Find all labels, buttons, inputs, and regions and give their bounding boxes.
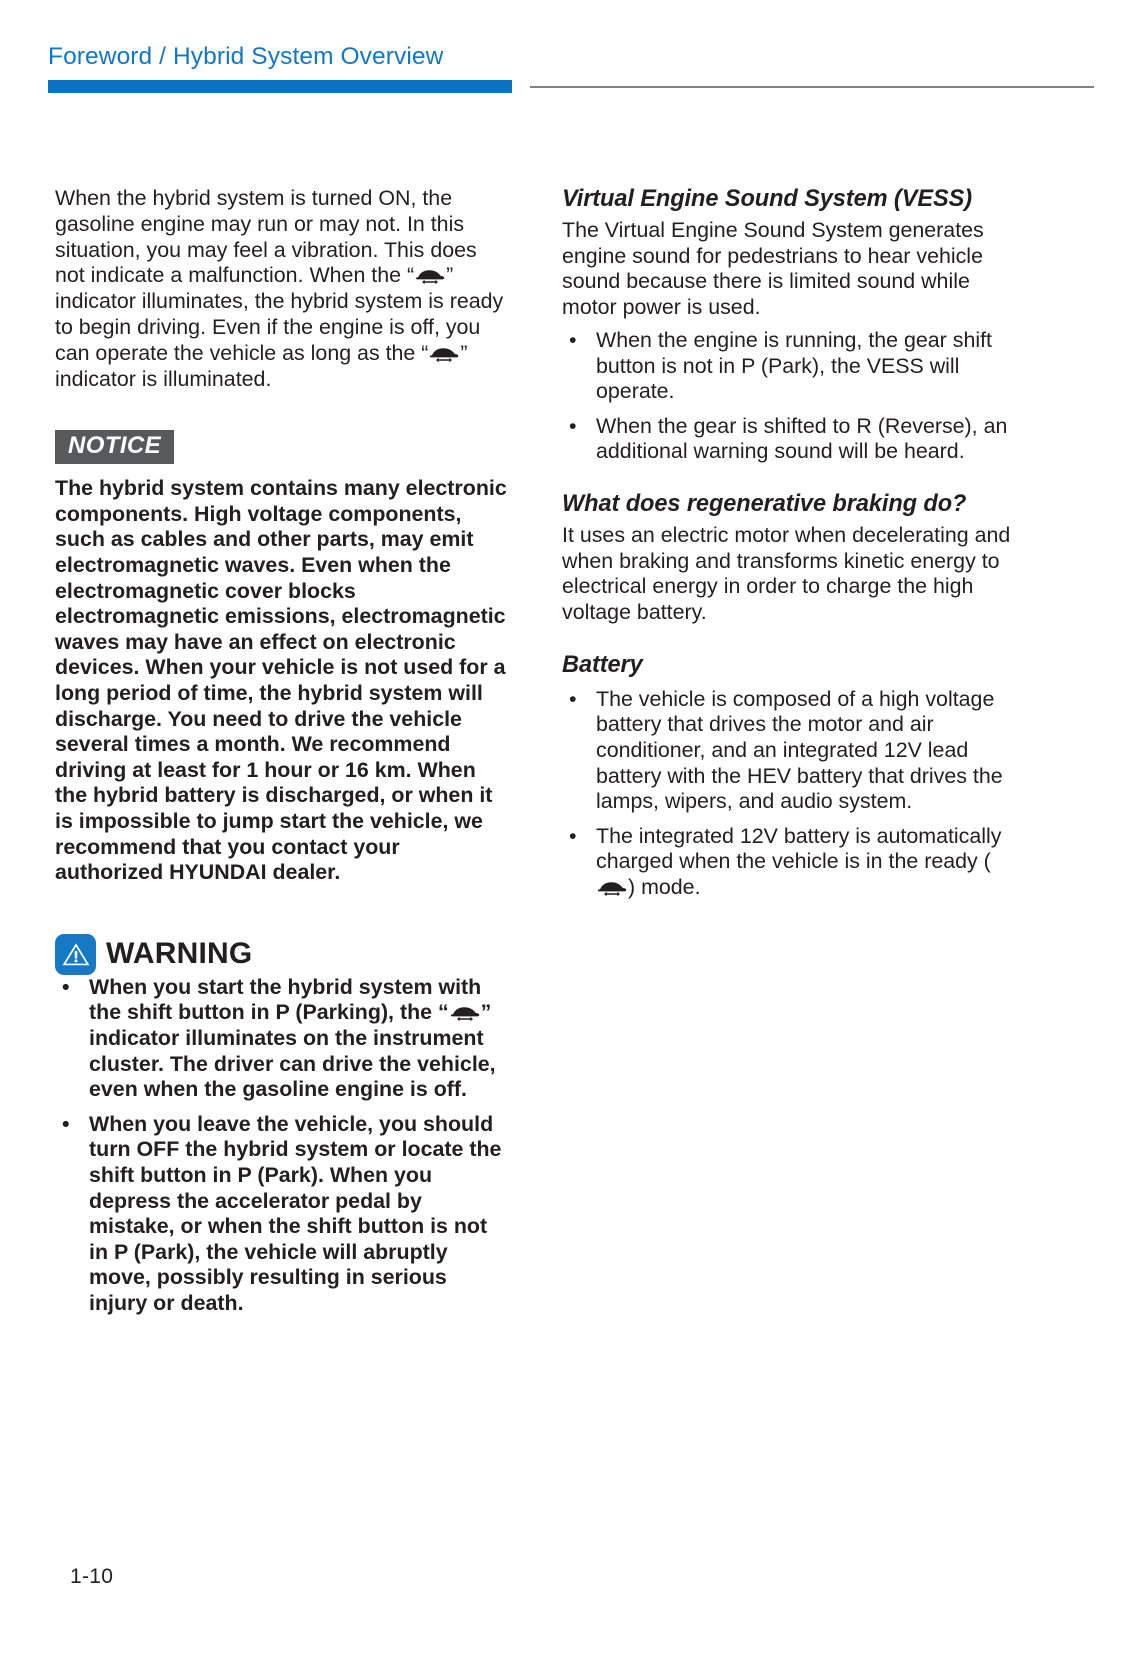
vess-bullet-1: When the engine is running, the gear shift button is not in P (Park), the VESS will operate.: [596, 328, 992, 404]
vess-bullet-list: [562, 328, 1017, 465]
warning-triangle-icon: [55, 934, 96, 975]
section-battery: [562, 652, 1017, 901]
notice-label: NOTICE: [55, 430, 174, 464]
warning-bullet-1-part2: ” indicator illuminates on the instrument cluster. The driver can drive the vehicle, even when the gasoline engine is off.: [89, 1000, 496, 1102]
list-item: [55, 1112, 510, 1317]
bullet-marker: •: [569, 328, 577, 353]
car-ready-icon: [415, 267, 445, 286]
warning-bullet-list: [55, 975, 510, 1317]
section-vess: [562, 186, 1017, 465]
battery-bullet-1: The vehicle is composed of a high voltage battery that drives the motor and air conditioner, and an integrated 12V lead battery with the HEV battery that drives the lamps, wipers, and audio system.: [596, 686, 1003, 814]
warning-block: [55, 934, 510, 1317]
bullet-marker: •: [569, 823, 577, 848]
bullet-marker: •: [569, 413, 577, 438]
intro-paragraph: [55, 186, 510, 392]
page-title: Foreword / Hybrid System Overview: [48, 43, 444, 70]
notice-block: [55, 430, 510, 885]
list-item: [562, 824, 1017, 901]
header-accent-bar: [48, 80, 512, 93]
notice-body-text: The hybrid system contains many electronic components. High voltage components, such as cables and other parts, may emit electromagnetic waves. Even when the electromagnetic cover blocks electromagnetic emissions, electromagnetic waves may have an effect on electronic devices. When your vehicle is not used for a long period of time, the hybrid system will discharge. You need to drive the vehicle several times a month. We recommend driving at least for 1 hour or 16 km. When the hybrid battery is discharged, or when it is impossible to jump start the vehicle, we recommend that you contact your authorized HYUNDAI dealer.: [55, 476, 507, 885]
section-heading: What does regenerative braking do?: [562, 490, 967, 517]
car-ready-icon: [597, 879, 627, 898]
section-paragraph: It uses an electric motor when decelerating and when braking and transforms kinetic energy to electrical energy in order to charge the high voltage battery.: [562, 522, 1011, 625]
intro-text-part1: When the hybrid system is turned ON, the gasoline engine may run or may not. In this situation, you may feel a vibration. This does not indicate a malfunction. When the “: [55, 186, 477, 288]
car-ready-icon: [429, 345, 459, 364]
battery-bullet-2-part2: ) mode.: [628, 874, 701, 899]
section-regenerative-braking: [562, 491, 1017, 626]
intro-text-part2: ” indicator illuminates, the hybrid system is ready to begin driving. Even if the engine is off, you can operate the vehicle as long as the “: [55, 263, 504, 365]
page-header: [48, 44, 1094, 92]
warning-label: WARNING: [106, 937, 253, 971]
section-heading: Battery: [562, 652, 643, 678]
car-ready-icon: [450, 1004, 480, 1023]
right-column: [562, 186, 1017, 901]
page-number: 1-10: [70, 1565, 114, 1588]
section-paragraph: The Virtual Engine Sound System generates engine sound for pedestrians to hear vehicle sound because there is limited sound while motor power is used.: [562, 217, 984, 320]
list-item: [562, 328, 1017, 405]
bullet-marker: •: [62, 1111, 70, 1136]
section-heading: Virtual Engine Sound System (VESS): [562, 186, 972, 212]
battery-bullet-2-part1: The integrated 12V battery is automatically charged when the vehicle is in the ready (: [596, 823, 1002, 874]
intro-text-part3: ” indicator is illuminated.: [55, 340, 468, 391]
bullet-marker: •: [62, 974, 70, 999]
header-thin-rule: [530, 86, 1094, 88]
list-item: [55, 975, 510, 1103]
bullet-marker: •: [569, 686, 577, 711]
header-rules: [48, 80, 1094, 92]
list-item: [562, 414, 1017, 465]
list-item: [562, 687, 1017, 815]
vess-bullet-2: When the gear is shifted to R (Reverse), an additional warning sound will be heard.: [596, 413, 1008, 464]
battery-bullet-list: [562, 687, 1017, 901]
left-column: [55, 186, 510, 1317]
warning-bullet-2-text: When you leave the vehicle, you should turn OFF the hybrid system or locate the shift button in P (Park). When you depress the accelerator pedal by mistake, or when the shift button is not in P (Park), the vehicle will abruptly move, possibly resulting in serious injury or death.: [89, 1111, 502, 1315]
warning-header: [55, 934, 510, 975]
warning-bullet-1-part1: When you start the hybrid system with the shift button in P (Parking), the “: [89, 974, 482, 1025]
